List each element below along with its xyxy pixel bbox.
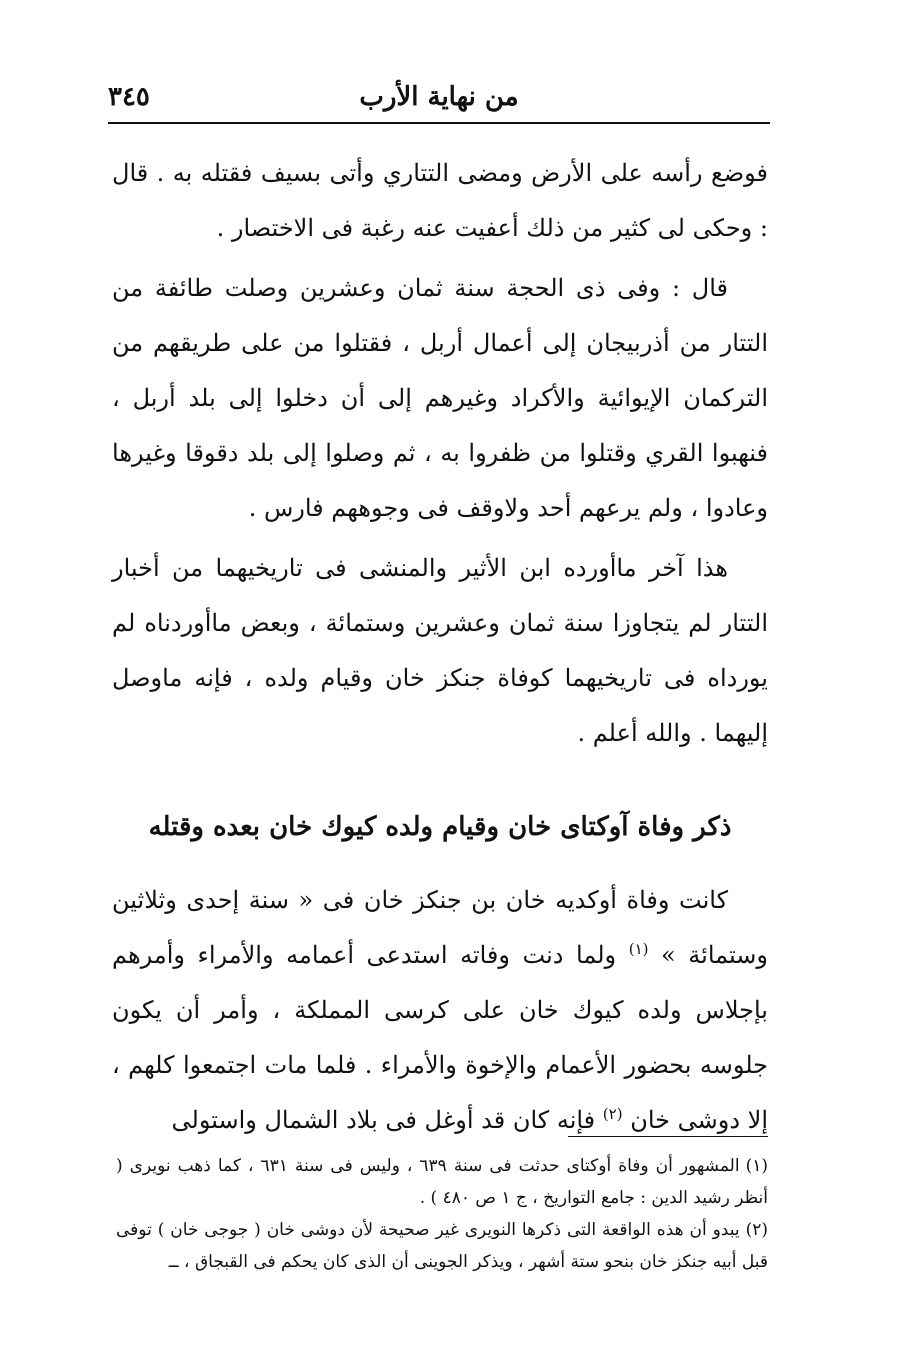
footnote-text: المشهور أن وفاة أوكتاى حدثت فى سنة ٦٣٩ ، وليس فى سنة ٦٣١ ، كما ذهب نويرى ( أنظر رشيد الدين : جامع التواريخ ، ج ١ ص ٤٨٠ ) . [116, 1156, 768, 1208]
page-number: ٣٤٥ [108, 82, 150, 112]
footnote-reference: (٢) [602, 1105, 623, 1123]
footnote [116, 1150, 768, 1214]
section-paragraph [112, 873, 768, 1148]
footnote-marker: (٢) [745, 1220, 768, 1240]
header-rule [108, 122, 770, 124]
body-text [112, 146, 768, 1148]
section-text-part: فإنه كان قد أوغل فى بلاد الشمال واستولى [171, 1106, 596, 1134]
page-header [108, 78, 770, 122]
footnote-text: يبدو أن هذه الواقعة التى ذكرها النويرى غير صحيحة لأن دوشى خان ( جوجى خان ) توفى قبل أبيه جنكز خان بنحو ستة أشهر ، ويذكر الجوينى أن الذى كان يحكم فى القبجاق ، ــ [116, 1220, 768, 1272]
footnotes [116, 1150, 768, 1278]
paragraph: فوضع رأسه على الأرض ومضى التتاري وأتى بسيف فقتله به . قال : وحكى لى كثير من ذلك أعفيت عنه رغبة فى الاختصار . [112, 159, 768, 242]
footnote-reference: (١) [628, 940, 649, 958]
running-title: من نهاية الأرب [359, 82, 519, 112]
section-text-part: ولما دنت وفاته استدعى أعمامه والأمراء وأمرهم بإجلاس ولده كيوك خان على كرسى المملكة ، وأمر أن يكون جلوسه بحضور الأعمام والإخوة والأمراء . فلما مات اجتمعوا كلهم ، إلا دوشى خان [112, 941, 768, 1134]
section-text-part: كانت وفاة أوكديه خان بن جنكز خان فى « سنة إحدى وثلاثين وستمائة » [112, 886, 768, 969]
paragraph: قال : وفى ذى الحجة سنة ثمان وعشرين وصلت طائفة من التتار من أذربيجان إلى أعمال أربل ، فقتلوا من على طريقهم من التركمان الإيوائية والأكراد وغيرهم إلى أن دخلوا إلى بلد أربل ، فنهبوا القري وقتلوا من ظفروا به ، ثم وصلوا إلى بلد دقوقا وغيرها وعادوا ، ولم يرعهم أحد ولاوقف فى وجوههم فارس . [112, 274, 768, 522]
footnote-marker: (١) [745, 1156, 768, 1176]
footnote-rule [568, 1136, 768, 1137]
footnote [116, 1214, 768, 1278]
section-heading: ذكر وفاة آوكتاى خان وقيام ولده كيوك خان بعده وقتله [148, 812, 732, 842]
paragraph: هذا آخر ماأورده ابن الأثير والمنشى فى تاريخيهما من أخبار التتار لم يتجاوزا سنة ثمان وعشرين وستمائة ، وبعض ماأوردناه لم يورداه فى تاريخيهما كوفاة جنكز خان وقيام ولده ، فإنه ماوصل إليهما . والله أعلم . [112, 554, 768, 747]
